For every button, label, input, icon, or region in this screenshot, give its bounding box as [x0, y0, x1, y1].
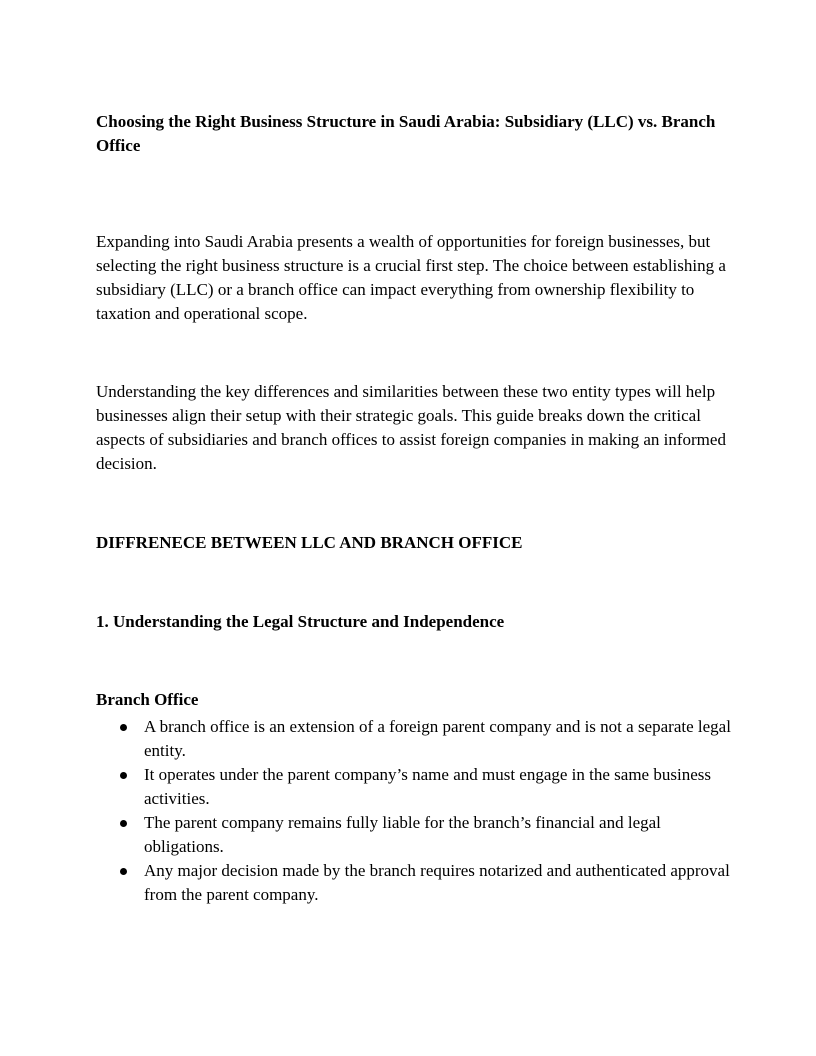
bullet-icon — [120, 772, 127, 779]
branch-office-bullet-list — [96, 715, 736, 907]
list-item-text: It operates under the parent company’s name and must engage in the same business activities. — [144, 765, 711, 808]
intro-paragraph-2: Understanding the key differences and similarities between these two entity types will help businesses align their setup with their strategic goals. This guide breaks down the critical aspects of subsidiaries and branch offices to assist foreign companies in making an informed decision. — [96, 382, 726, 473]
bullet-icon — [120, 868, 127, 875]
list-item — [96, 763, 736, 811]
list-item — [96, 811, 736, 859]
list-item-text: Any major decision made by the branch requires notarized and authenticated approval from the parent company. — [144, 861, 730, 904]
section-heading: DIFFRENECE BETWEEN LLC AND BRANCH OFFICE — [96, 533, 523, 552]
list-item-text: A branch office is an extension of a foreign parent company and is not a separate legal entity. — [144, 717, 731, 760]
document-title: Choosing the Right Business Structure in Saudi Arabia: Subsidiary (LLC) vs. Branch Office — [96, 112, 716, 155]
list-item — [96, 715, 736, 763]
list-item-text: The parent company remains fully liable for the branch’s financial and legal obligations. — [144, 813, 661, 856]
bullet-icon — [120, 724, 127, 731]
branch-office-heading: Branch Office — [96, 690, 199, 709]
intro-paragraph-1: Expanding into Saudi Arabia presents a wealth of opportunities for foreign businesses, but selecting the right business structure is a crucial first step. The choice between establishing a subsidiary (LLC) or a branch office can impact everything from ownership flexibility to taxation and operational scope. — [96, 232, 726, 323]
document-page — [96, 110, 736, 907]
list-item — [96, 859, 736, 907]
bullet-icon — [120, 820, 127, 827]
subsection-heading: 1. Understanding the Legal Structure and Independence — [96, 612, 505, 631]
